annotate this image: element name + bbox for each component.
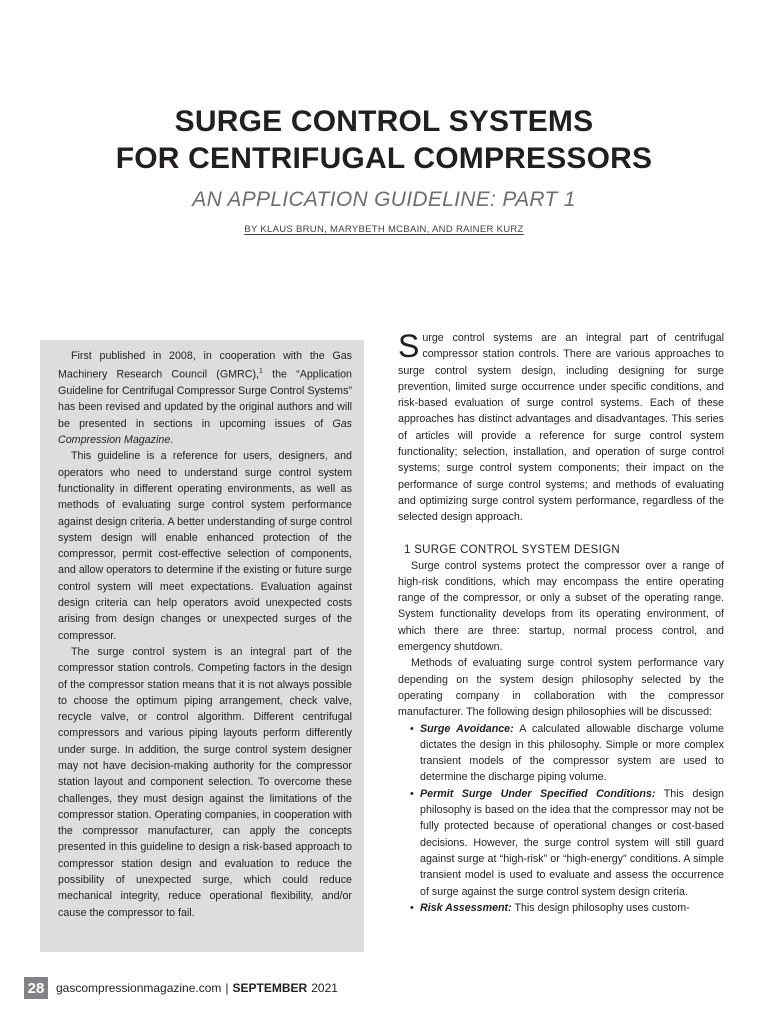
byline [0,224,768,235]
title-line-1: SURGE CONTROL SYSTEMS [174,105,594,138]
list-item [410,786,724,900]
list-item-text: A calculated allowable discharge volume dictates the design in this philosophy. Simple or more complex transient models of the compressor system are used to determine the discharge piping volume. [420,722,725,784]
drop-cap: S [398,328,420,364]
footer-month: SEPTEMBER [232,981,308,995]
list-item [410,721,724,786]
list-item-term: Risk Assessment: [420,901,512,914]
sidebar-p1-text: First published in 2008, in cooperation with the Gas Machinery Research Council (GMRC), [58,350,352,381]
intro-paragraph [398,330,724,526]
page-footer [24,976,338,1000]
sidebar-p1-end: . [170,434,174,447]
article-title [0,103,768,177]
sidebar-paragraph-1 [58,348,352,448]
sidebar-paragraph-2: This guideline is a reference for users, designers, and operators who need to understand surge control system functionality in different operating environments, as well as methods of evaluating surge control system performance against design criteria. A better understanding of surge control system design will enable enhanced protection of the compressor, permit cost-effective selection of components, and allow operators to determine if the existing or future surge control system will meet expectations. Evaluation against design criteria can help operators avoid unexpected costs arising from design changes or unexpected surges of the compressor. [58,450,352,642]
list-item-term: Permit Surge Under Specified Conditions: [420,787,656,800]
section-paragraph-1: Surge control systems protect the compressor over a range of high-risk conditions, which may encompass the entire operating range of the compressor, or only a subset of the operating range. System functionality develops from its operating environment, of which there are three: startup, normal process control, and emergency shutdown. [398,559,724,654]
list-item-term: Surge Avoidance: [420,722,514,735]
section-paragraph-2: Methods of evaluating surge control system performance vary depending on the system design philosophy selected by the operating company in collaboration with the compressor manufacturer. The following design philosophies will be discussed: [398,657,724,719]
intro-sidebar [40,340,364,952]
byline-text: BY KLAUS BRUN, MARYBETH MCBAIN, AND RAINER KURZ [244,224,524,235]
footnote-ref: 1 [259,368,263,376]
magazine-name: Gas Compression Magazine [58,417,352,447]
list-item-text: This design philosophy is based on the idea that the compressor may not be fully protected because of operational changes or cost-based decisions. However, the surge control system will still guard against surge at “high-risk” or “high-energy” conditions. A simple transient model is used to evaluate and assess the occurrence of surge against the surge control system design criteria. [420,787,724,898]
footer-site: gascompressionmagazine.com [56,981,222,995]
philosophy-list [398,721,724,917]
title-line-2: FOR CENTRIFUGAL COMPRESSORS [115,142,653,175]
intro-text: urge control systems are an integral part of centrifugal compressor station controls. There are various approaches to surge control system design, including designing for surge prevention, limited surge occurrence under specific conditions, and risk-based evaluation of surge control systems. Each of these approaches has distinct advantages and disadvantages. This series of articles will provide a reference for surge control system functionality; selection, installation, and operation of surge control systems; surge control system components; their impact on the performance of surge control systems; and methods of evaluating and optimizing surge control system performance, regardless of the selected design approach. [398,332,724,524]
list-item [410,900,724,916]
sidebar-paragraph-3: The surge control system is an integral part of the compressor station controls. Competing factors in the design of the compressor station means that it is not always possible to choose the optimum piping arrangement, check valve, recycle valve, or control algorithm. Different centrifugal compressors and various piping layouts perform differently under surge. In addition, the surge control system designer may not have decision-making authority for the compressor station layout and component selection. To overcome these challenges, they must design against the limitations of the compressor station. Operating companies, in cooperation with the compressor manufacturer, can apply the concepts presented in this guideline to design a risk-based approach to compressor station design and evaluation to reduce the possibility of unexpected surge, which could reduce mechanical integrity, reduce operational flexibility, and/or cause the compressor to fail. [58,645,352,919]
footer-separator: | [225,981,229,995]
list-item-text: This design philosophy uses custom- [511,901,690,914]
main-column [398,330,724,916]
footer-year: 2021 [311,981,338,995]
sidebar-p1-text-b: the “Application Guideline for Centrifugal Compressor Surge Control Systems” has been revised and updated by the original authors and will be presented in sections in upcoming issues of [58,368,352,430]
page-number: 28 [24,977,48,999]
article-subtitle: AN APPLICATION GUIDELINE: PART 1 [192,188,576,211]
section-heading: 1 SURGE CONTROL SYSTEM DESIGN [404,543,620,556]
